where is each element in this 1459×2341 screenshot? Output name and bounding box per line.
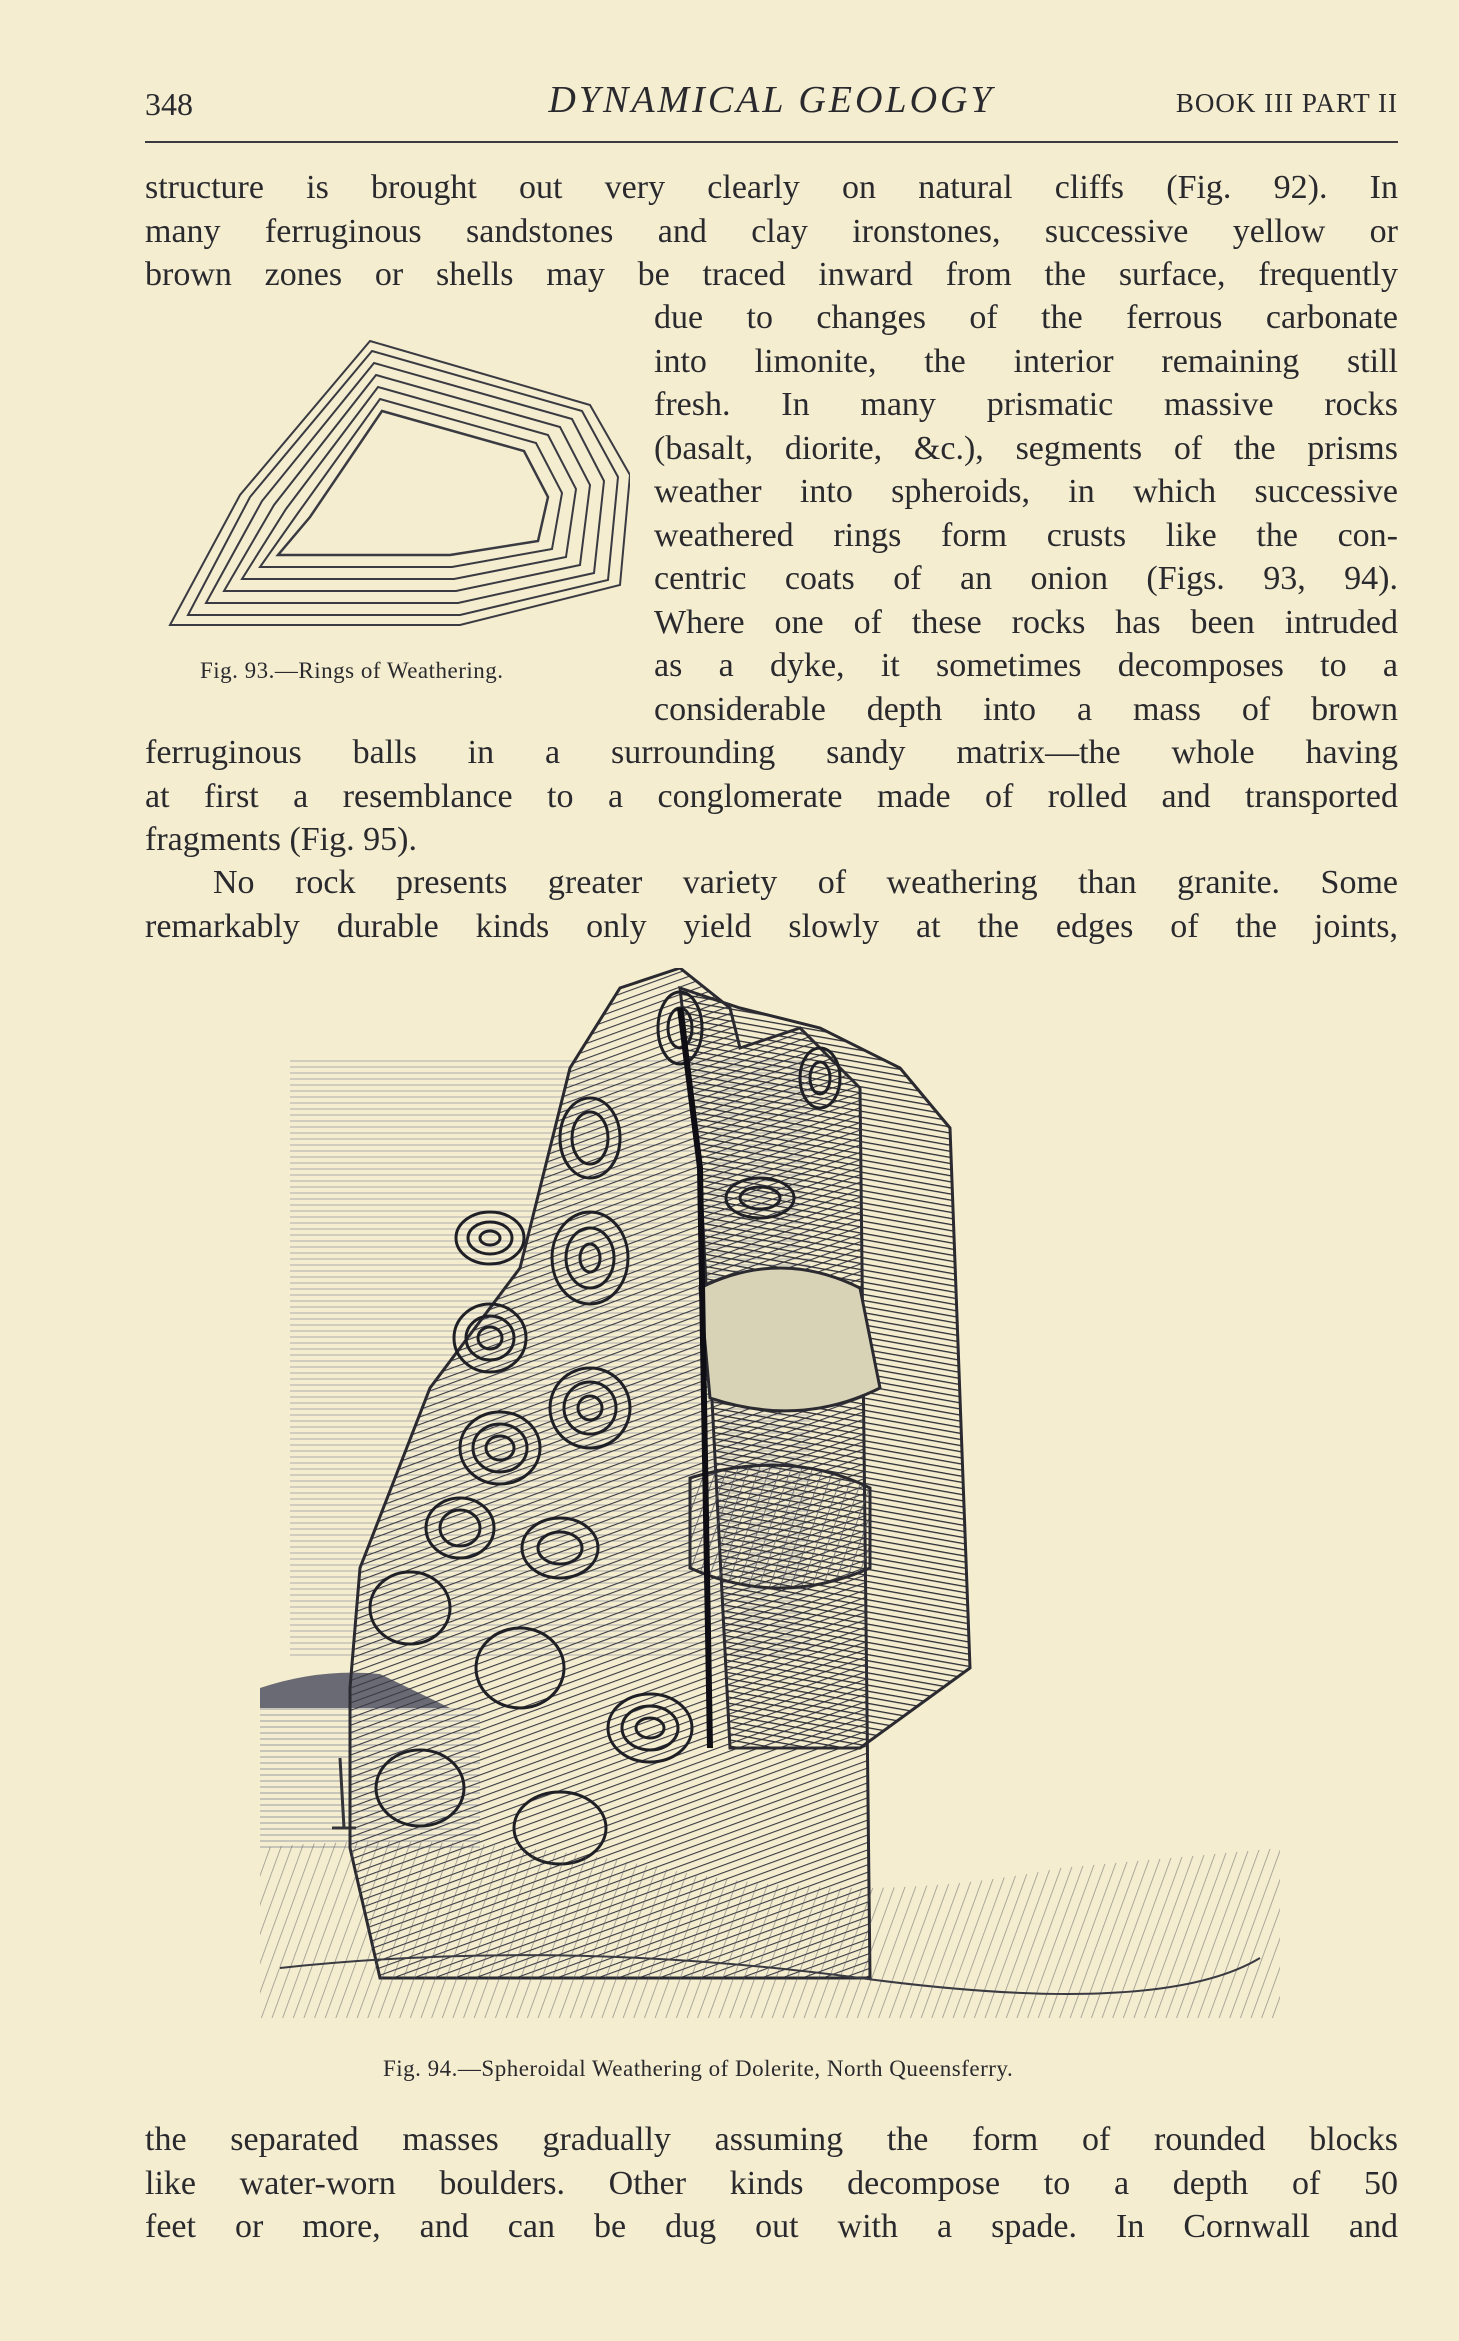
paragraph-1-end: [145, 731, 1398, 862]
text-line: many ferruginous sandstones and clay ironstones, successive yellow or: [145, 212, 1398, 250]
text-line: the separated masses gradually assuming the form of rounded blocks: [145, 2121, 1398, 2158]
text-line: remarkably durable kinds only yield slowly at the edges of the joints,: [145, 907, 1398, 945]
text-line: as a dyke, it sometimes decomposes to a: [654, 647, 1398, 684]
text-line: considerable depth into a mass of brown: [654, 690, 1398, 728]
text-line: No rock presents greater variety of weathering than granite. Some: [213, 864, 1398, 901]
book-part: BOOK III PART II: [1175, 88, 1398, 118]
running-head: [145, 78, 1398, 128]
text-line: feet or more, and can be dug out with a spade. In Cornwall and: [145, 2208, 1398, 2245]
text-line: weathered rings form crusts like the con-: [654, 516, 1398, 554]
text-line: into limonite, the interior remaining still: [654, 342, 1398, 380]
paragraph-1-top: [145, 166, 1398, 297]
running-title: DYNAMICAL GEOLOGY: [548, 79, 995, 121]
fig-94-dolerite-engraving: [260, 968, 1280, 2018]
paragraph-3: [145, 2118, 1398, 2249]
fig-93-rings-illustration: [160, 335, 630, 640]
fig-93-caption: Fig. 93.—Rings of Weathering.: [200, 658, 504, 683]
paragraph-1-side: [654, 296, 1398, 731]
text-line: brown zones or shells may be traced inward from the surface, frequently: [145, 256, 1398, 293]
page-number: 348: [145, 86, 193, 122]
text-line: weather into spheroids, in which successive: [654, 473, 1398, 510]
fig-94-caption: Fig. 94.—Spheroidal Weathering of Dolerite, North Queensferry.: [383, 2056, 1014, 2081]
text-line: Where one of these rocks has been intruded: [654, 603, 1398, 641]
text-line: like water-worn boulders. Other kinds decompose to a depth of 50: [145, 2164, 1398, 2202]
text-line: centric coats of an onion (Figs. 93, 94).: [654, 560, 1398, 597]
text-line: structure is brought out very clearly on natural cliffs (Fig. 92). In: [145, 169, 1398, 206]
text-line: at first a resemblance to a conglomerate made of rolled and transported: [145, 777, 1398, 815]
header-rule: [145, 141, 1398, 143]
text-line: ferruginous balls in a surrounding sandy matrix—the whole having: [145, 734, 1398, 771]
text-line: fresh. In many prismatic massive rocks: [654, 386, 1398, 423]
paragraph-2: [145, 861, 1398, 948]
text-line: (basalt, diorite, &c.), segments of the prisms: [654, 429, 1398, 467]
text-line: fragments (Fig. 95).: [145, 821, 417, 858]
text-line: due to changes of the ferrous carbonate: [654, 299, 1398, 336]
